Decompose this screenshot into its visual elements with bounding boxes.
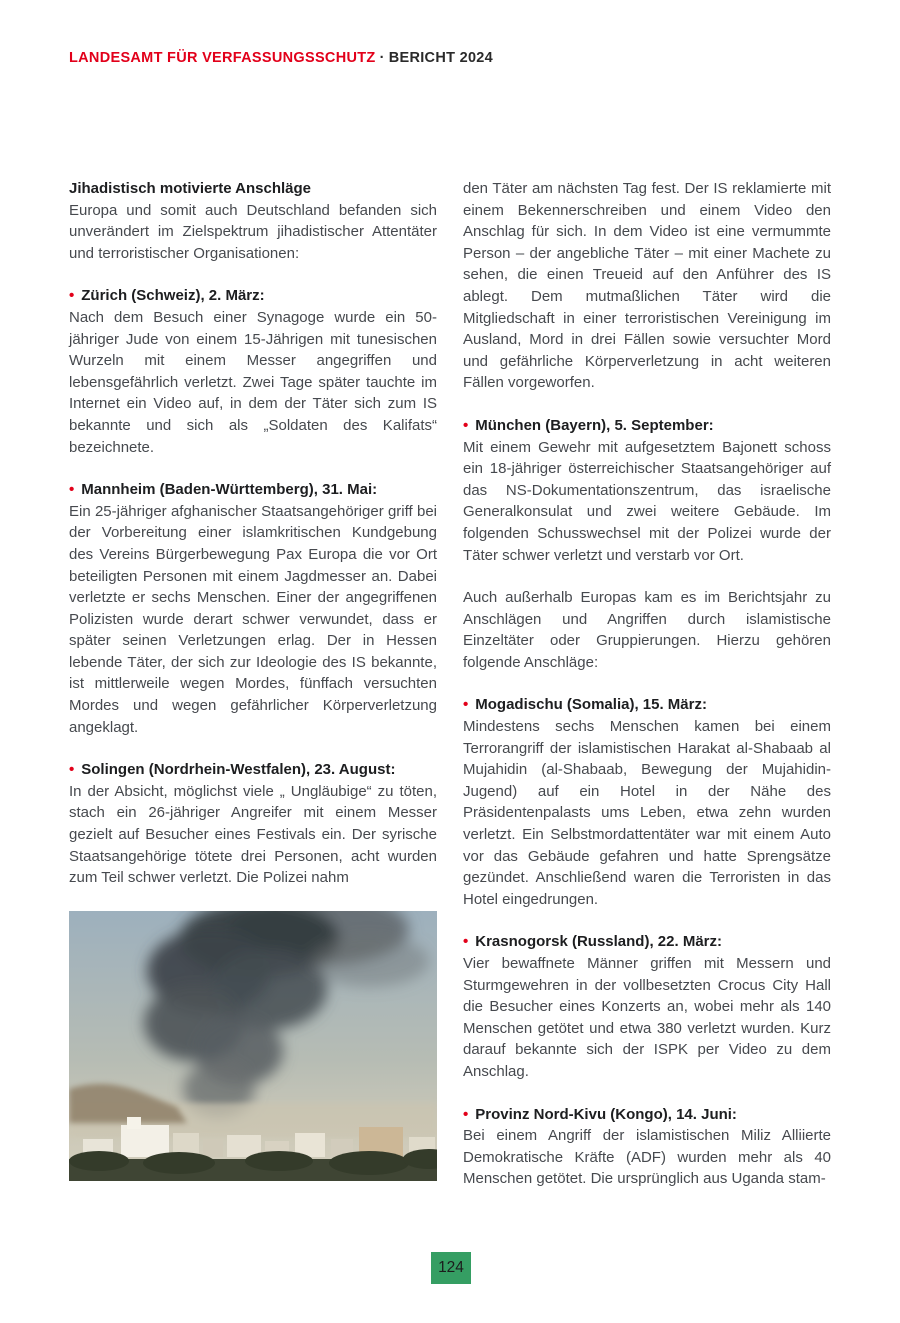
bullet-icon: •	[463, 696, 469, 714]
page-header	[69, 50, 493, 66]
incident-title-text: Krasnogorsk (Russland), 22. März:	[475, 933, 722, 951]
page-number: 124	[438, 1259, 464, 1276]
header-separator: ·	[379, 50, 385, 66]
incident-title-text: Solingen (Nordrhein-Westfalen), 23. August:	[81, 761, 396, 779]
page-number-badge	[431, 1252, 471, 1284]
incident-title	[69, 479, 437, 501]
continuation-paragraph: den Täter am nächsten Tag fest. Der IS reklamierte mit einem Bekennerschreiben und einem Video den Anschlag für sich. In dem Video ist eine vermummte Person – der angebliche Täter – mit einer Machete zu sehen, die einen Treueid auf den Anführer des IS ablegt. Dem mutmaßlichen Täter wird die Mitgliedschaft in einer terroristischen Vereinigung im Ausland, Mord in drei Fällen sowie versuchter Mord und gefährliche Körperverletzung in acht weiteren Fällen vorgeworfen.	[463, 180, 831, 392]
incident-item-zuerich	[69, 285, 437, 458]
bullet-icon: •	[69, 481, 75, 499]
incident-title-text: Mogadischu (Somalia), 15. März:	[475, 696, 707, 714]
header-brand: LANDESAMT FÜR VERFASSUNGSSCHUTZ	[69, 50, 376, 66]
incident-item-muenchen	[463, 415, 831, 566]
incident-body: Ein 25-jähriger afghanischer Staatsangehöriger griff bei der Vorbereitung einer islamkritischen Kundgebung des Vereins Bürgerbewegung Pax Europa die vor Ort beteiligten Personen mit einem Jagdmesser an. Dabei verletzte er sechs Menschen. Einer der angegriffenen Polizisten wurde derart schwer verwundet, dass er später seinen Verletzungen erlag. Der in Hessen lebende Täter, der sich zur Ideologie des IS bekannte, ist mittlerweile wegen Mordes, fünffach versuchten Mordes und wegen gefährlicher Körperverletzung angeklagt.	[69, 502, 437, 736]
incident-item-mannheim	[69, 479, 437, 738]
incident-title-text: Provinz Nord-Kivu (Kongo), 14. Juni:	[475, 1105, 737, 1123]
incident-item-nord-kivu	[463, 1104, 831, 1190]
smoke-over-city-photo	[69, 911, 437, 1181]
incident-title	[69, 285, 437, 307]
intro-paragraph: Europa und somit auch Deutschland befanden sich unverändert im Zielspektrum jihadistischer Attentäter und terroristischer Organisationen:	[69, 201, 437, 262]
incident-title-text: Mannheim (Baden-Württemberg), 31. Mai:	[81, 481, 378, 499]
transition-paragraph: Auch außerhalb Europas kam es im Berichtsjahr zu Anschlägen und Angriffen durch islamistische Einzeltäter oder Gruppierungen. Hierzu gehören folgende Anschläge:	[463, 589, 831, 671]
incident-item-solingen	[69, 759, 437, 889]
incident-body: In der Absicht, möglichst viele „ Ungläubige“ zu töten, stach ein 26-jähriger Angreifer mit einem Messer gezielt auf Besucher eines Festivals ein. Der syrische Staatsangehörige tötete drei Personen, acht wurden zum Teil schwer verletzt. Die Polizei nahm	[69, 782, 437, 887]
bullet-icon: •	[463, 1105, 469, 1123]
incident-title	[463, 415, 831, 437]
bullet-icon: •	[69, 761, 75, 779]
section-heading: Jihadistisch motivierte Anschläge	[69, 180, 312, 197]
incident-title-text: München (Bayern), 5. September:	[475, 416, 714, 434]
incident-body: Nach dem Besuch einer Synagoge wurde ein 50-jähriger Jude von einem 15-Jährigen mit tunesischen Wurzeln mit einem Messer angegriffen und lebensgefährlich verletzt. Zwei Tage später tauchte im Internet ein Video auf, in dem der Täter sich zum IS bekannte und sich als „Soldaten des Kalifats“ bezeichnete.	[69, 308, 437, 456]
incident-title	[69, 759, 437, 781]
incident-item-mogadischu	[463, 694, 831, 910]
incident-title	[463, 1104, 831, 1126]
incident-body: Vier bewaffnete Männer griffen mit Messern und Sturmgewehren in der vollbesetzten Crocus City Hall die Besucher eines Konzerts an, wobei mehr als 140 Menschen getötet und etwa 380 verletzt wurden. Kurz darauf bekannte sich der ISPK per Video zu dem Anschlag.	[463, 955, 831, 1080]
right-column	[463, 178, 831, 1190]
bullet-icon: •	[463, 416, 469, 434]
header-report-title: BERICHT 2024	[388, 50, 494, 66]
bullet-icon: •	[69, 287, 75, 305]
incident-title	[463, 694, 831, 716]
incident-item-krasnogorsk	[463, 931, 831, 1082]
two-column-layout	[69, 178, 831, 1190]
incident-body: Mit einem Gewehr mit aufgesetztem Bajonett schoss ein 18-jähriger österreichischer Staatsangehöriger auf das NS-Dokumentationszentrum, das israelische Generalkonsulat und zwei weitere Gebäude. Im folgenden Schusswechsel mit der Polizei wurde der Täter schwer verletzt und verstarb vor Ort.	[463, 438, 831, 564]
incident-title	[463, 931, 831, 953]
bullet-icon: •	[463, 933, 469, 951]
incident-body: Bei einem Angriff der islamistischen Miliz Alliierte Demokratische Kräfte (ADF) wurden mehr als 40 Menschen getötet. Die ursprünglich aus Uganda stam-	[463, 1127, 831, 1188]
incident-body: Mindestens sechs Menschen kamen bei einem Terrorangriff der islamistischen Harakat al-Shabaab al Mujahidin (al-Shabaab, Bewegung der Mujahidin-Jugend) auf ein Hotel in der Nähe des Präsidentenpalasts ums Leben, etwa zehn wurden verletzt. Ein Selbstmordattentäter war mit einem Auto vor das Gebäude gefahren und hatte Sprengsätze gezündet. Anschließend waren die Terroristen in das Hotel eingedrungen.	[463, 718, 831, 908]
left-column	[69, 178, 437, 1190]
incident-title-text: Zürich (Schweiz), 2. März:	[81, 287, 265, 305]
